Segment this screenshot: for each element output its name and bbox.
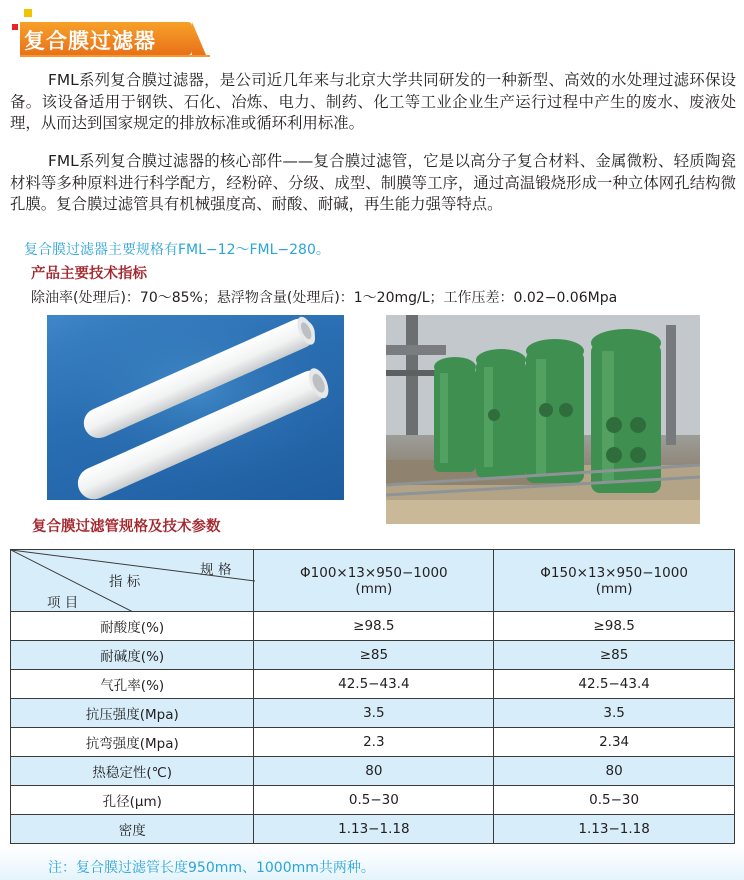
table-row xyxy=(11,612,735,641)
spec-range-text: 复合膜过滤器主要规格有FML−12～FML−280。 xyxy=(24,242,330,258)
page-title: 复合膜过滤器 xyxy=(24,29,156,53)
row-label: 孔径(μm) xyxy=(11,786,254,815)
row-value-1: ≥98.5 xyxy=(254,612,494,641)
row-value-2: 0.5−30 xyxy=(494,786,735,815)
title-underline xyxy=(20,55,210,57)
table-row xyxy=(11,699,735,728)
row-value-2: 1.13−1.18 xyxy=(494,815,735,844)
filter-plant-photo xyxy=(386,315,700,524)
column-header-1 xyxy=(254,550,494,612)
row-value-1: 3.5 xyxy=(254,699,494,728)
indicators-text: 除油率(处理后)：70～85%；悬浮物含量(处理后)：1～20mg/L；工作压差：0.02−0.06Mpa xyxy=(31,290,618,306)
column-header-2-size: Φ150×13×950−1000 xyxy=(540,564,688,581)
row-value-2: 3.5 xyxy=(494,699,735,728)
row-value-1: 42.5−43.4 xyxy=(254,670,494,699)
table-row xyxy=(11,728,735,757)
decor-square-yellow xyxy=(24,9,32,17)
row-value-1: 0.5−30 xyxy=(254,786,494,815)
row-value-1: 1.13−1.18 xyxy=(254,815,494,844)
corner-label-item: 项 目 xyxy=(47,595,79,611)
row-value-1: ≥85 xyxy=(254,641,494,670)
row-label: 密度 xyxy=(11,815,254,844)
row-label: 耐酸度(%) xyxy=(11,612,254,641)
table-row xyxy=(11,670,735,699)
row-label: 耐碱度(%) xyxy=(11,641,254,670)
column-header-1-unit: (mm) xyxy=(355,580,393,597)
table-header-row xyxy=(11,550,735,612)
table-row xyxy=(11,641,735,670)
column-header-2-unit: (mm) xyxy=(595,580,633,597)
column-header-2 xyxy=(494,550,735,612)
corner-label-spec: 规 格 xyxy=(200,562,232,578)
intro-paragraph-1: FML系列复合膜过滤器，是公司近几年来与北京大学共同研发的一种新型、高效的水处理过滤环保设备。该设备适用于钢铁、石化、冶炼、电力、制药、化工等工业企业生产运行过程中产生的废水、废液处理，从而达到国家规定的排放标准或循环利用标准。 xyxy=(10,71,736,132)
footnote: 注：复合膜过滤管长度950mm、1000mm共两种。 xyxy=(48,860,375,876)
column-header-1-size: Φ100×13×950−1000 xyxy=(300,564,448,581)
corner-label-indicator: 指 标 xyxy=(109,574,141,590)
decor-square-red xyxy=(12,24,18,30)
row-value-2: 42.5−43.4 xyxy=(494,670,735,699)
table-row xyxy=(11,786,735,815)
row-value-1: 80 xyxy=(254,757,494,786)
row-value-1: 2.3 xyxy=(254,728,494,757)
table-heading: 复合膜过滤管规格及技术参数 xyxy=(32,519,221,535)
row-value-2: ≥85 xyxy=(494,641,735,670)
row-value-2: 2.34 xyxy=(494,728,735,757)
table-row xyxy=(11,757,735,786)
row-label: 热稳定性(℃) xyxy=(11,757,254,786)
row-value-2: 80 xyxy=(494,757,735,786)
spec-table xyxy=(10,549,735,844)
table-row xyxy=(11,815,735,844)
row-label: 抗弯强度(Mpa) xyxy=(11,728,254,757)
table-corner-cell xyxy=(11,550,254,612)
row-label: 气孔率(%) xyxy=(11,670,254,699)
indicators-heading: 产品主要技术指标 xyxy=(31,266,147,282)
row-value-2: ≥98.5 xyxy=(494,612,735,641)
intro-paragraph-2: FML系列复合膜过滤器的核心部件——复合膜过滤管，它是以高分子复合材料、金属微粉、轻质陶瓷材料等多种原料进行科学配方，经粉碎、分级、成型、制膜等工序，通过高温锻烧形成一种立体网孔结构微孔膜。复合膜过滤管具有机械强度高、耐酸、耐碱，再生能力强等特点。 xyxy=(10,152,736,213)
row-label: 抗压强度(Mpa) xyxy=(11,699,254,728)
filter-tubes-photo xyxy=(47,315,344,500)
